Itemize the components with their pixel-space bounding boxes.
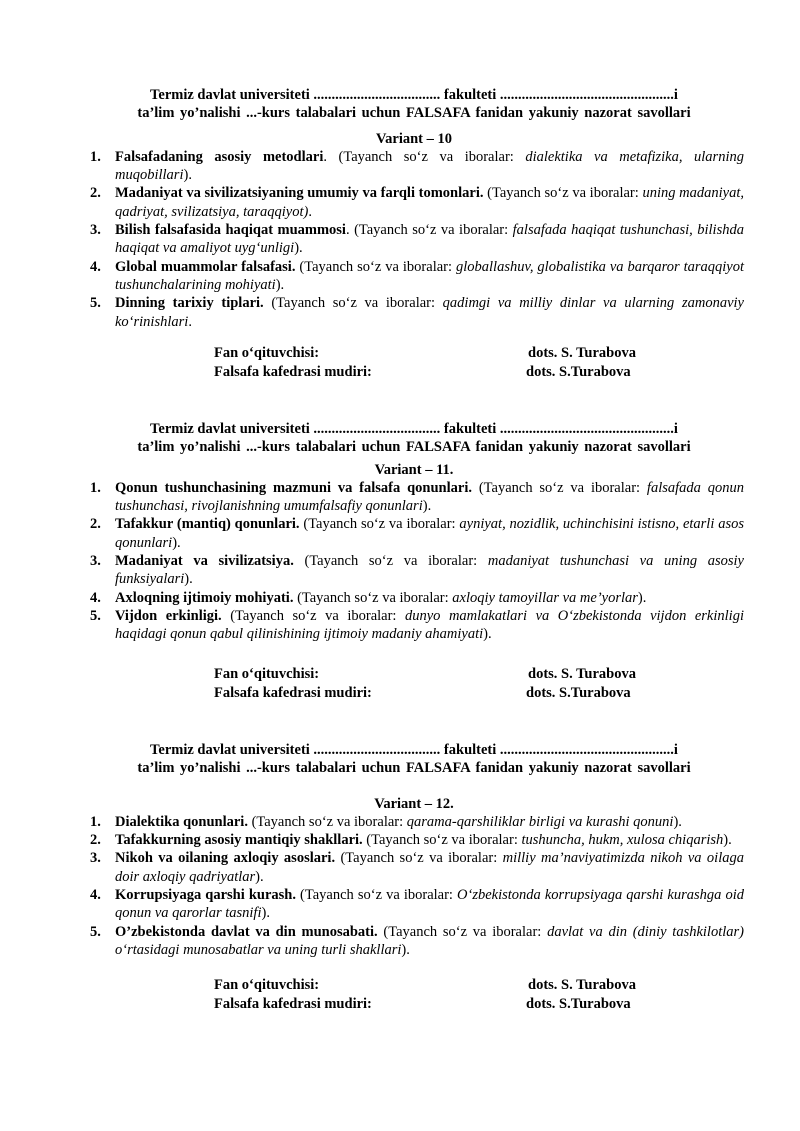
document-header (84, 741, 744, 778)
question-tail: ). (294, 240, 303, 257)
question-number: 4. (90, 589, 101, 606)
question-lead: . (Tayanch so‘z va iboralar: (323, 148, 526, 165)
question-keywords: madaniyat tushunchasi va uning asosiy funksiyalari (115, 553, 744, 588)
question-item (84, 831, 744, 849)
question-keywords: globallashuv, globalistika va barqaror taraqqiyot tushunchalarining mohiyati (115, 258, 745, 293)
variant-title: Variant – 12. (374, 795, 454, 812)
question-topic: Madaniyat va sivilizatsiyaning umumiy va farqli tomonlari. (115, 185, 484, 202)
question-item (84, 294, 744, 331)
question-lead: (Tayanch so‘z va iboralar: (293, 553, 488, 570)
question-topic: Qonun tushunchasining mazmuni va falsafa qonunlari. (115, 479, 472, 496)
question-topic: Bilish falsafasida haqiqat muammosi (115, 222, 346, 239)
question-lead: (Tayanch so‘z va iboralar: (263, 295, 443, 312)
question-number: 1. (90, 813, 101, 830)
question-number: 5. (90, 295, 101, 312)
question-number: 2. (90, 516, 101, 533)
question-tail: ). (255, 868, 264, 885)
header-line-2: ta’lim yo’nalishi ...-kurs talabalari uchun FALSAFA fanidan yakuniy nazorat savollari (137, 105, 691, 122)
question-list (84, 813, 744, 959)
question-topic: Korrupsiyaga qarshi kurash. (115, 887, 296, 904)
question-keywords: O‘zbekistonda korrupsiyaga qarshi kurashga oid qonun va qarorlar tasnifi (115, 887, 744, 922)
teacher-name: dots. S. Turabova (528, 344, 636, 361)
question-topic: Tafakkurning asosiy mantiqiy shakllari. (115, 832, 363, 849)
question-keywords: qadimgi va milliy dinlar va ularning zamonaviy ko‘rinishlari (115, 295, 744, 330)
question-keywords: dunyo mamlakatlari va O‘zbekistonda vijdon erkinligi haqidagi qonun qabul qilinishining ijtimoiy madaniy ahamiyati (115, 607, 744, 643)
question-number: 1. (90, 148, 101, 165)
signature-block (84, 976, 744, 1014)
teacher-label: Fan o‘qituvchisi: (214, 665, 320, 682)
question-topic: Tafakkur (mantiq) qonunlari. (115, 516, 300, 533)
question-number: 2. (90, 832, 101, 849)
question-item (84, 515, 744, 552)
signature-block (84, 344, 744, 382)
question-keywords: davlat va din (diniy tashkilotlar) o‘rtasidagi munosabatlar va uning turli shakllari (115, 923, 744, 958)
question-tail: . (308, 203, 312, 220)
header-line-1: Termiz davlat universiteti ................................... fakulteti ................................................i (150, 742, 678, 758)
header-line-1: Termiz davlat universiteti ................................... fakulteti ................................................i (150, 421, 678, 437)
variant-title: Variant – 10 (376, 130, 452, 147)
question-item (84, 607, 744, 644)
question-number: 3. (90, 222, 101, 239)
question-lead: (Tayanch so‘z va iboralar: (295, 887, 458, 904)
question-tail: ). (637, 589, 647, 606)
question-tail: ). (183, 167, 192, 184)
question-lead: (Tayanch so‘z va iboralar: (299, 516, 460, 533)
question-lead: (Tayanch so‘z va iboralar: (295, 258, 456, 275)
question-topic: Vijdon erkinligi. (115, 607, 222, 624)
department-head-label: Falsafa kafedrasi mudiri: (214, 996, 372, 1013)
header-line-1: Termiz davlat universiteti ................................... fakulteti ................................................i (150, 87, 678, 103)
exam-block-variant-12 (84, 741, 744, 1014)
question-keywords: ayniyat, nozidlik, uchinchisini istisno, etarli asos qonunlari (115, 516, 744, 551)
question-topic: Dinning tarixiy tiplari. (115, 295, 264, 312)
question-item (84, 589, 744, 607)
question-item (84, 923, 744, 960)
question-topic: Dialektika qonunlari. (115, 813, 248, 830)
question-topic: Axloqning ijtimoiy mohiyati. (115, 589, 294, 606)
question-item (84, 221, 744, 258)
department-head-label: Falsafa kafedrasi mudiri: (214, 684, 372, 701)
question-keywords: falsafada qonun tushunchasi, rivojlanishning umumfalsafiy qonunlari (115, 479, 744, 515)
teacher-name: dots. S. Turabova (528, 977, 636, 994)
department-head-label: Falsafa kafedrasi mudiri: (214, 363, 372, 380)
document-header (84, 420, 744, 457)
question-item (84, 813, 744, 831)
question-number: 3. (90, 850, 101, 867)
question-tail: ). (422, 498, 432, 515)
document-header (84, 86, 744, 123)
question-topic: Global muammolar falsafasi. (115, 258, 296, 275)
department-head-name: dots. S.Turabova (526, 996, 631, 1013)
question-topic: Madaniyat va sivilizatsiya. (115, 553, 294, 570)
question-tail: ). (401, 941, 410, 958)
question-tail: ). (275, 276, 285, 293)
question-item (84, 258, 744, 295)
question-tail: ). (723, 832, 732, 849)
signature-block (84, 665, 744, 703)
header-line-2: ta’lim yo’nalishi ...-kurs talabalari uchun FALSAFA fanidan yakuniy nazorat savollari (137, 760, 691, 777)
question-keywords: qarama-qarshiliklar birligi va kurashi qonuni (406, 813, 674, 830)
question-tail: ). (261, 905, 270, 922)
header-line-2: ta’lim yo’nalishi ...-kurs talabalari uchun FALSAFA fanidan yakuniy nazorat savollari (137, 439, 691, 456)
question-lead: (Tayanch so‘z va iboralar: (471, 479, 647, 496)
question-lead: (Tayanch so‘z va iboralar: (362, 832, 522, 849)
question-item (84, 184, 744, 221)
question-keywords: uning madaniyat, qadriyat, svilizatsiya, taraqqiyot) (115, 185, 744, 220)
teacher-label: Fan o‘qituvchisi: (214, 344, 320, 361)
question-topic: O’zbekistonda davlat va din munosabati. (115, 923, 378, 940)
teacher-name: dots. S. Turabova (528, 665, 636, 682)
question-lead: (Tayanch so‘z va iboralar: (335, 850, 503, 867)
question-item (84, 552, 744, 589)
question-keywords: milliy ma’naviyatimizda nikoh va oilaga doir axloqiy qadriyatlar (115, 850, 744, 885)
department-head-name: dots. S.Turabova (526, 684, 631, 701)
question-list (84, 148, 744, 331)
question-keywords: axloqiy tamoyillar va me’yorlar (452, 589, 638, 606)
exam-block-variant-11 (84, 420, 744, 703)
variant-title: Variant – 11. (374, 461, 454, 478)
question-tail: ). (483, 626, 492, 643)
question-number: 4. (90, 887, 101, 904)
question-number: 5. (90, 607, 101, 624)
question-tail: ). (172, 534, 181, 551)
question-number: 4. (90, 258, 101, 275)
question-lead: (Tayanch so‘z va iboralar: (221, 607, 405, 624)
exam-block-variant-10 (84, 86, 744, 382)
question-tail: ). (673, 813, 682, 830)
question-tail: . (188, 313, 192, 330)
question-keywords: falsafada haqiqat tushunchasi, bilishda haqiqat va amaliyot uyg‘unligi (115, 222, 744, 257)
question-lead: . (Tayanch so‘z va iboralar: (345, 222, 513, 239)
question-lead: (Tayanch so‘z va iboralar: (377, 923, 548, 940)
question-item (84, 886, 744, 923)
department-head-name: dots. S.Turabova (526, 363, 631, 380)
question-tail: ). (184, 571, 193, 588)
question-number: 1. (90, 479, 101, 496)
question-keywords: tushuncha, hukm, xulosa chiqarish (521, 832, 724, 849)
question-number: 3. (90, 553, 101, 570)
question-lead: (Tayanch so‘z va iboralar: (293, 589, 453, 606)
question-lead: (Tayanch so‘z va iboralar: (247, 813, 407, 830)
question-topic: Nikoh va oilaning axloqiy asoslari. (115, 850, 336, 867)
question-list (84, 479, 744, 644)
question-item (84, 148, 744, 185)
teacher-label: Fan o‘qituvchisi: (214, 977, 320, 994)
question-number: 5. (90, 923, 101, 940)
question-item (84, 479, 744, 516)
question-number: 2. (90, 185, 101, 202)
question-item (84, 849, 744, 886)
question-lead: (Tayanch so‘z va iboralar: (483, 185, 643, 202)
question-topic: Falsafadaning asosiy metodlari (115, 148, 324, 165)
question-keywords: dialektika va metafizika, ularning muqobillari (115, 148, 744, 184)
